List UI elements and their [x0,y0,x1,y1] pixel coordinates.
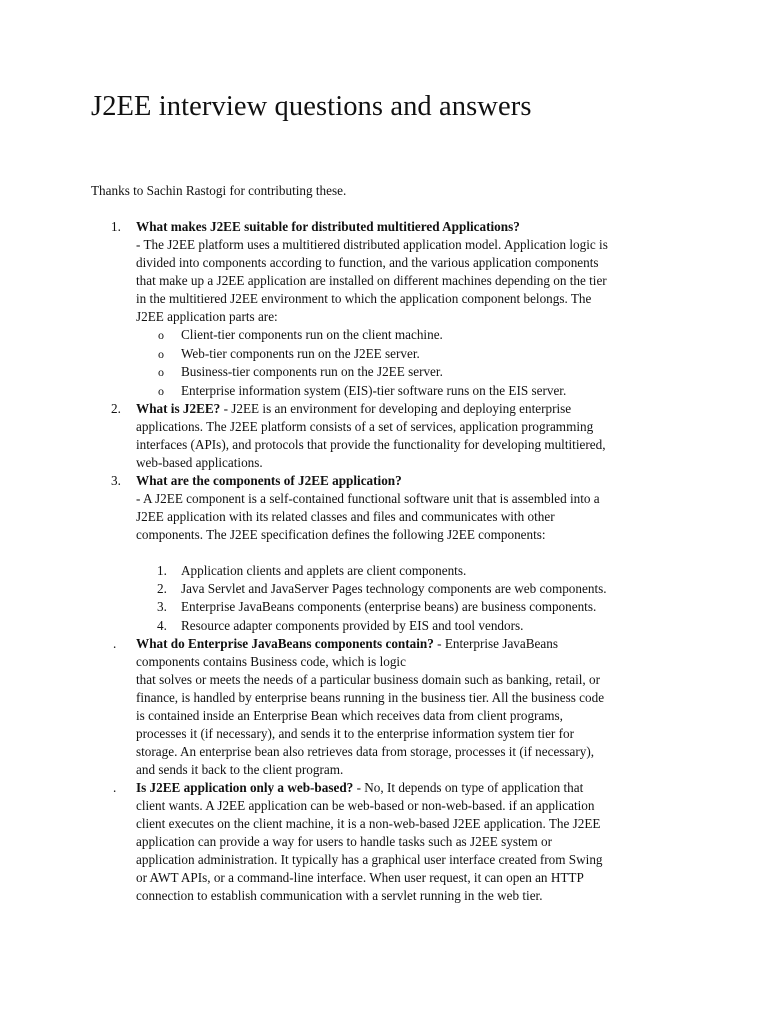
answer-line: interfaces (APIs), and protocols that provide the functionality for developing multitiered, [136,437,606,452]
question-number: . [113,635,117,651]
answer-text: - J2EE is an environment for developing and deploying enterprise [220,401,572,416]
answer-line: storage. An enterprise bean also retrieves data from storage, processes it (if necessary), [136,743,595,759]
question-text: What makes J2EE suitable for distributed multitiered Applications? [136,219,520,234]
question-item [91,779,681,905]
list-item: 4. Resource adapter components provided by EIS and tool vendors. [157,617,524,633]
answer-text: - Enterprise JavaBeans [433,635,558,651]
answer-line: finance, is handled by enterprise beans running in the business tier. All the business code [136,689,605,705]
answer-line: connection to establish communication with a servlet running in the web tier. [136,887,543,903]
question-number: 3. [111,473,121,488]
question-list [91,218,681,905]
list-item: o Web-tier components run on the J2EE server. [136,345,681,364]
answer-line: divided into components according to function, and the various application components [136,255,599,270]
answer-line: processes it (if necessary), and sends it to the enterprise information system tier for [136,725,574,741]
bullet-list [136,326,681,400]
bullet-marker: o [158,328,164,342]
answer-line: in the multitiered J2EE environment to which the application component belongs. The [136,291,592,306]
blank-line [136,544,681,562]
question-number: 2. [111,401,121,416]
answer-line: - The J2EE platform uses a multitiered distributed application model. Application logic is [136,237,608,252]
answer-line: components. The J2EE specification defines the following J2EE components: [136,527,546,542]
question-text: What is J2EE? [136,401,221,416]
answer-line: and sends it back to the client program. [136,761,344,777]
list-item: o Client-tier components run on the client machine. [136,326,681,345]
answer-text: - No, It depends on type of application that [353,779,584,795]
bullet-marker: o [158,365,164,379]
answer-line: client executes on the client machine, it is a non-web-based J2EE application. The J2EE [136,815,601,831]
question-text: Is J2EE application only a web-based? [136,779,354,795]
question-item [91,400,681,472]
question-item [91,218,681,400]
list-item: 2. Java Servlet and JavaServer Pages technology components are web components. [157,581,607,597]
bullet-marker: o [158,346,164,361]
answer-line: - A J2EE component is a self-contained functional software unit that is assembled into a [136,491,600,506]
list-item: 3. Enterprise JavaBeans components (enterprise beans) are business components. [157,599,597,615]
list-item: o Business-tier components run on the J2EE server. [136,363,681,382]
question-item [91,635,681,779]
list-item: 1. Application clients and applets are client components. [157,563,467,578]
answer-line: or AWT APIs, or a command-line interface. When user request, it can open an HTTP [136,869,584,885]
list-item: o Enterprise information system (EIS)-tier software runs on the EIS server. [136,382,681,401]
answer-line: applications. The J2EE platform consists of a set of services, application programming [136,419,594,434]
answer-line: that solves or meets the needs of a particular business domain such as banking, retail, or [136,671,601,687]
answer-line: is contained inside an Enterprise Bean which receives data from client programs, [136,707,563,723]
question-text: What are the components of J2EE application? [136,473,402,488]
question-number: . [113,779,117,795]
answer-line: application can provide a way for users to handle tasks such as J2EE system or [136,833,553,849]
bullet-marker: o [158,383,164,398]
answer-line: web-based applications. [136,455,263,470]
answer-line: client wants. A J2EE application can be web-based or non-web-based. if an application [136,797,595,813]
contributor-credit: Thanks to Sachin Rastogi for contributing these. [91,183,347,198]
answer-line: J2EE application with its related classes and files and communicates with other [136,509,555,524]
question-text: What do Enterprise JavaBeans components contain? [136,635,434,651]
answer-line: J2EE application parts are: [136,309,278,324]
page-title: J2EE interview questions and answers [91,91,532,122]
numbered-list [136,562,681,635]
answer-line: components contains Business code, which is logic [136,653,406,669]
question-number: 1. [111,219,121,234]
answer-line: that make up a J2EE application are installed on different machines depending on the tier [136,273,607,288]
answer-line: application administration. It typically has a graphical user interface created from Swing [136,851,603,867]
question-item [91,472,681,635]
